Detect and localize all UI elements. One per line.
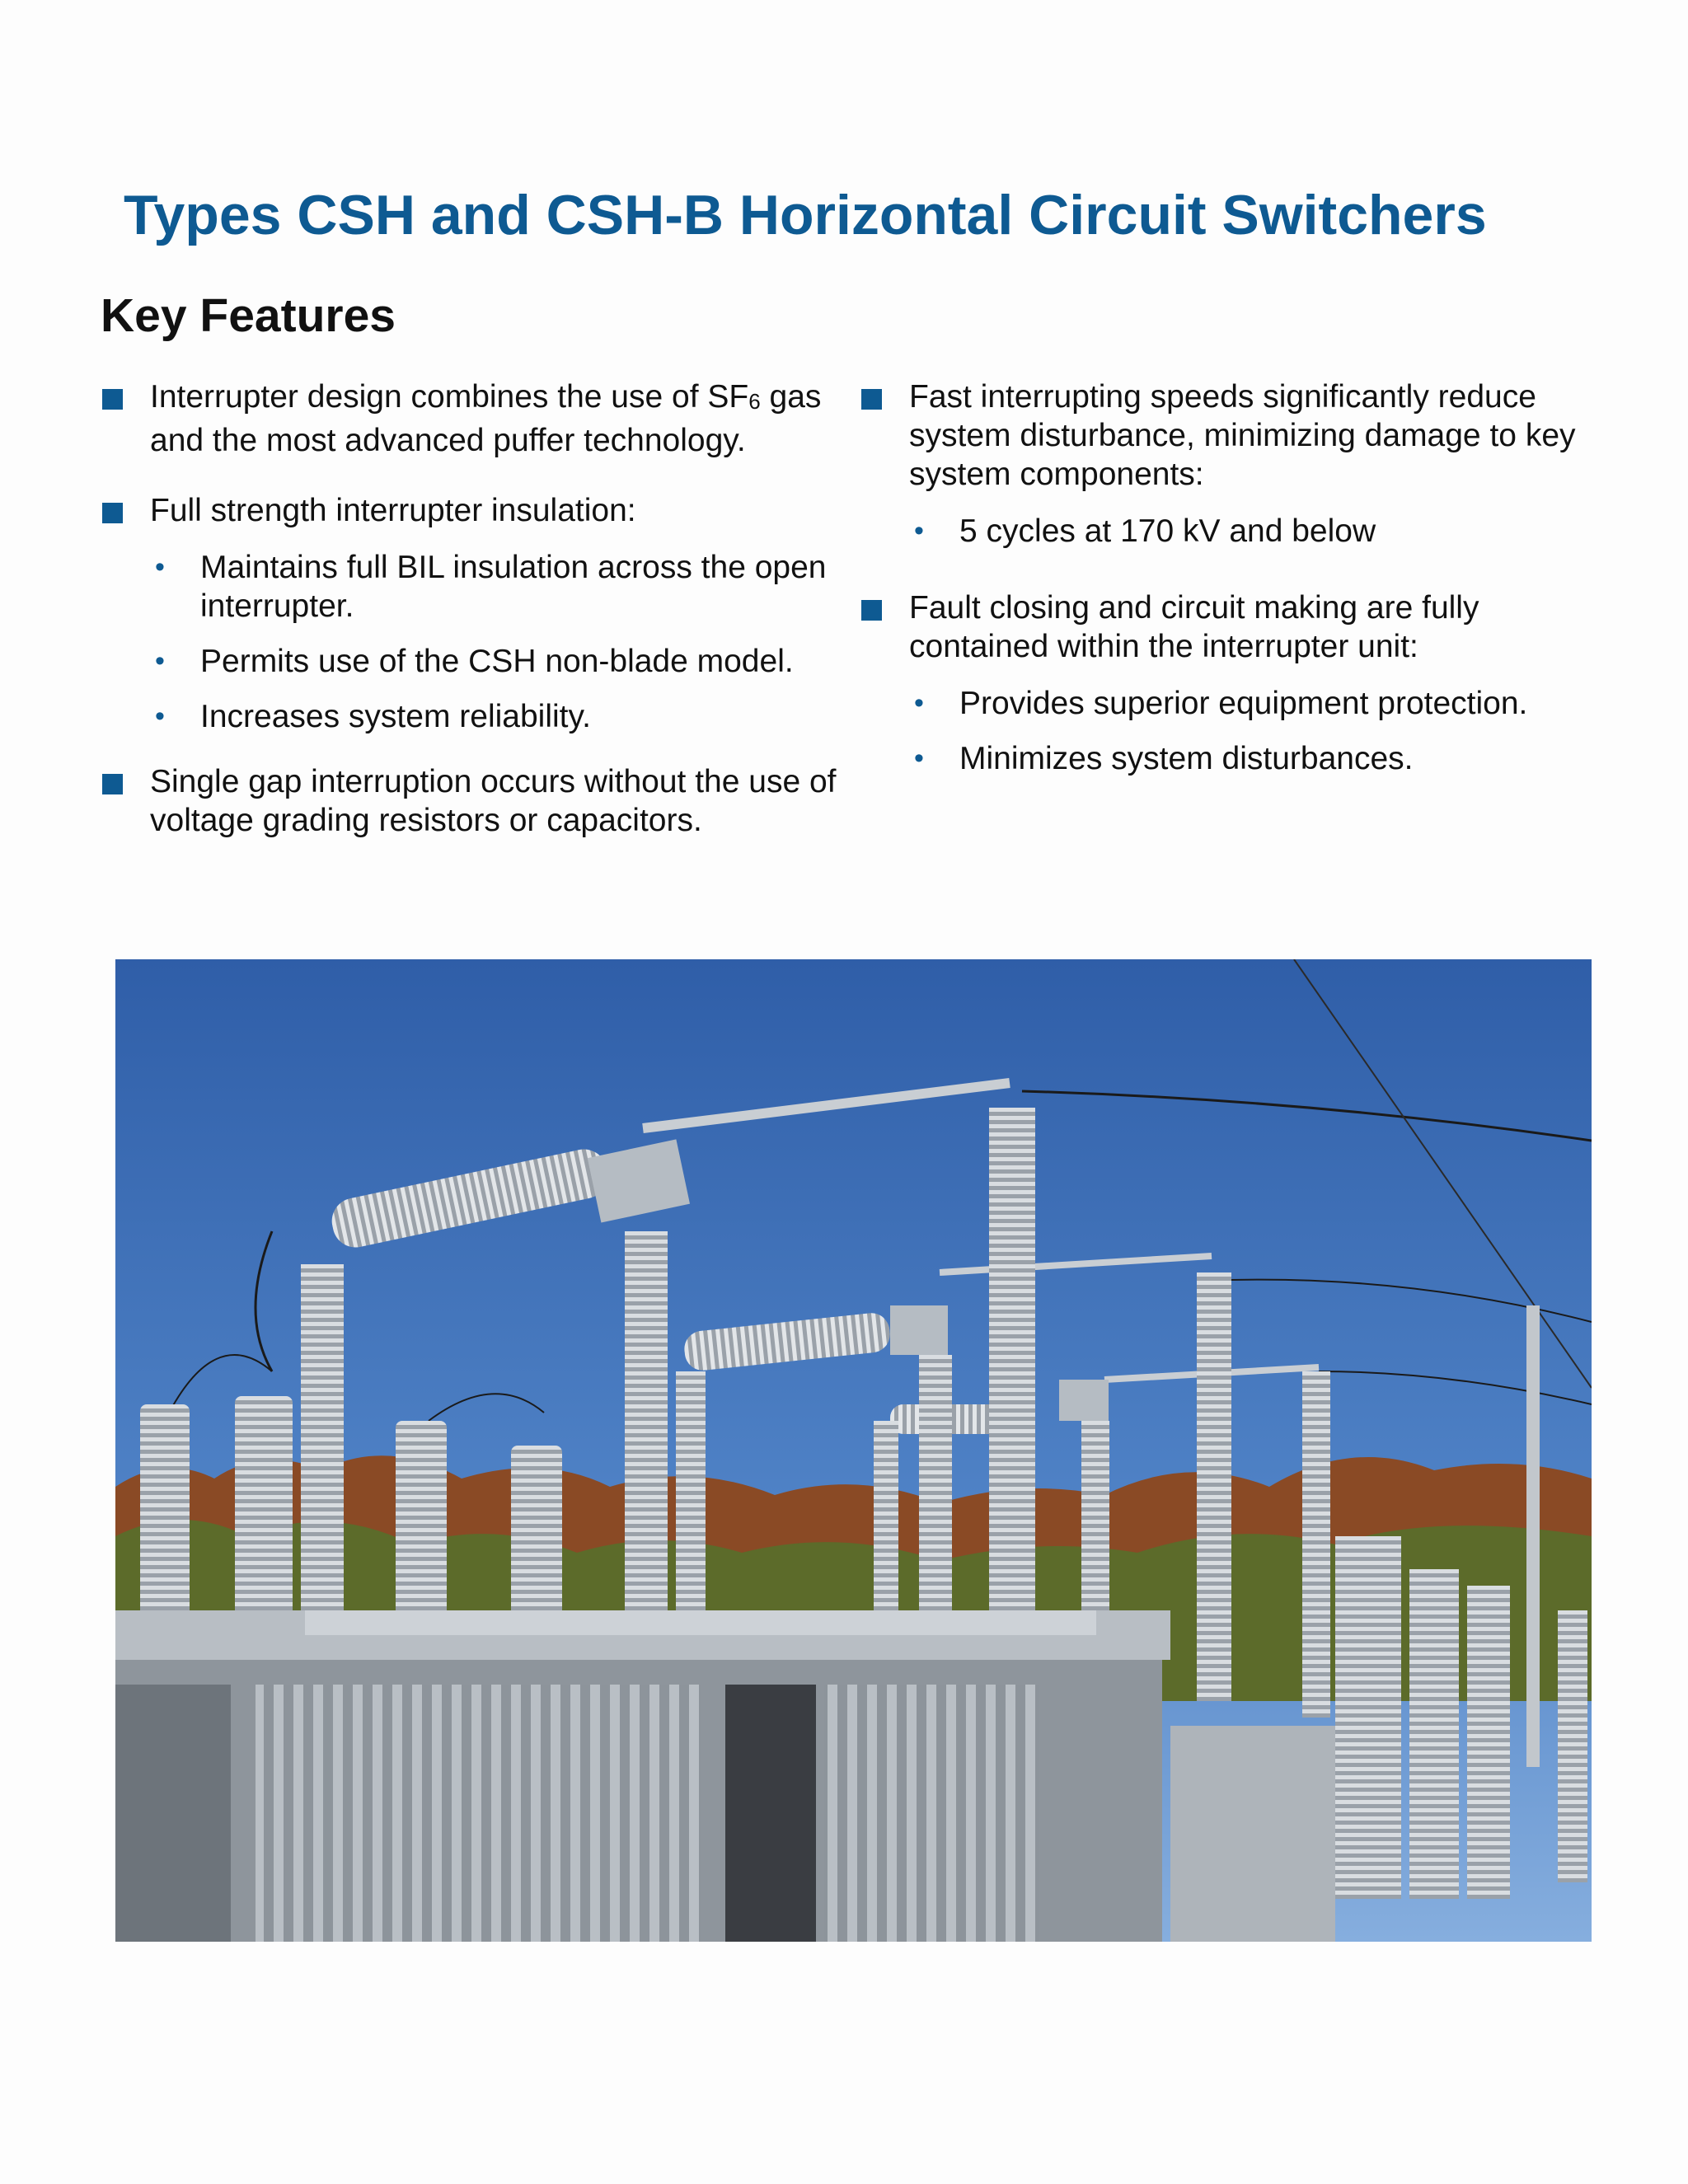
square-bullet-icon [102, 503, 123, 523]
feature-text-part: Interrupter design combines the use of SF [150, 379, 749, 415]
square-bullet-icon [102, 774, 123, 794]
bullet-icon: • [914, 515, 924, 546]
sub-item-text: Minimizes system disturbances. [959, 741, 1414, 776]
sub-item-text: Increases system reliability. [200, 699, 591, 734]
sub-list-item [150, 548, 859, 626]
sub-list-item [909, 739, 1626, 778]
sub-list-item [150, 642, 859, 681]
bullet-icon: • [914, 743, 924, 774]
feature-text [150, 379, 821, 458]
bullet-icon: • [914, 687, 924, 719]
feature-text: Full strength interrupter insulation: [150, 493, 636, 528]
page-title: Types CSH and CSH-B Horizontal Circuit Switchers [124, 184, 1487, 246]
feature-text: Fault closing and circuit making are fully contained within the interrupter unit: [909, 590, 1479, 664]
bullet-icon: • [155, 551, 165, 583]
sub-list-item [909, 684, 1626, 723]
sub-item-text: Provides superior equipment protection. [959, 686, 1528, 721]
features-right-column [860, 377, 1626, 809]
sub-list-item [150, 697, 859, 736]
sub-list [150, 548, 859, 736]
sub-list [909, 684, 1626, 778]
bullet-icon: • [155, 701, 165, 732]
bullet-icon: • [155, 645, 165, 677]
feature-text: Single gap interruption occurs without the use of voltage grading resistors or capacitors. [150, 764, 837, 838]
square-bullet-icon [102, 389, 123, 410]
feature-item [860, 377, 1626, 551]
feature-text: Fast interrupting speeds significantly reduce system disturbance, minimizing damage to key system components: [909, 379, 1576, 492]
feature-item [101, 491, 859, 736]
substation-photo [115, 959, 1592, 1942]
sub-item-text: Maintains full BIL insulation across the open interrupter. [200, 550, 827, 624]
sub-list [909, 512, 1626, 551]
square-bullet-icon [861, 600, 882, 621]
feature-item [101, 377, 859, 460]
subscript: 6 [748, 389, 761, 414]
feature-text-part: gas and the most advanced puffer technology. [150, 379, 822, 458]
feature-item [101, 762, 859, 840]
sub-item-text: 5 cycles at 170 kV and below [959, 513, 1376, 549]
substation-illustration [115, 959, 1592, 1942]
features-left-column [101, 377, 859, 871]
feature-item [860, 588, 1626, 778]
section-heading: Key Features [101, 289, 396, 342]
square-bullet-icon [861, 389, 882, 410]
sub-list-item [909, 512, 1626, 551]
sub-item-text: Permits use of the CSH non-blade model. [200, 644, 794, 679]
